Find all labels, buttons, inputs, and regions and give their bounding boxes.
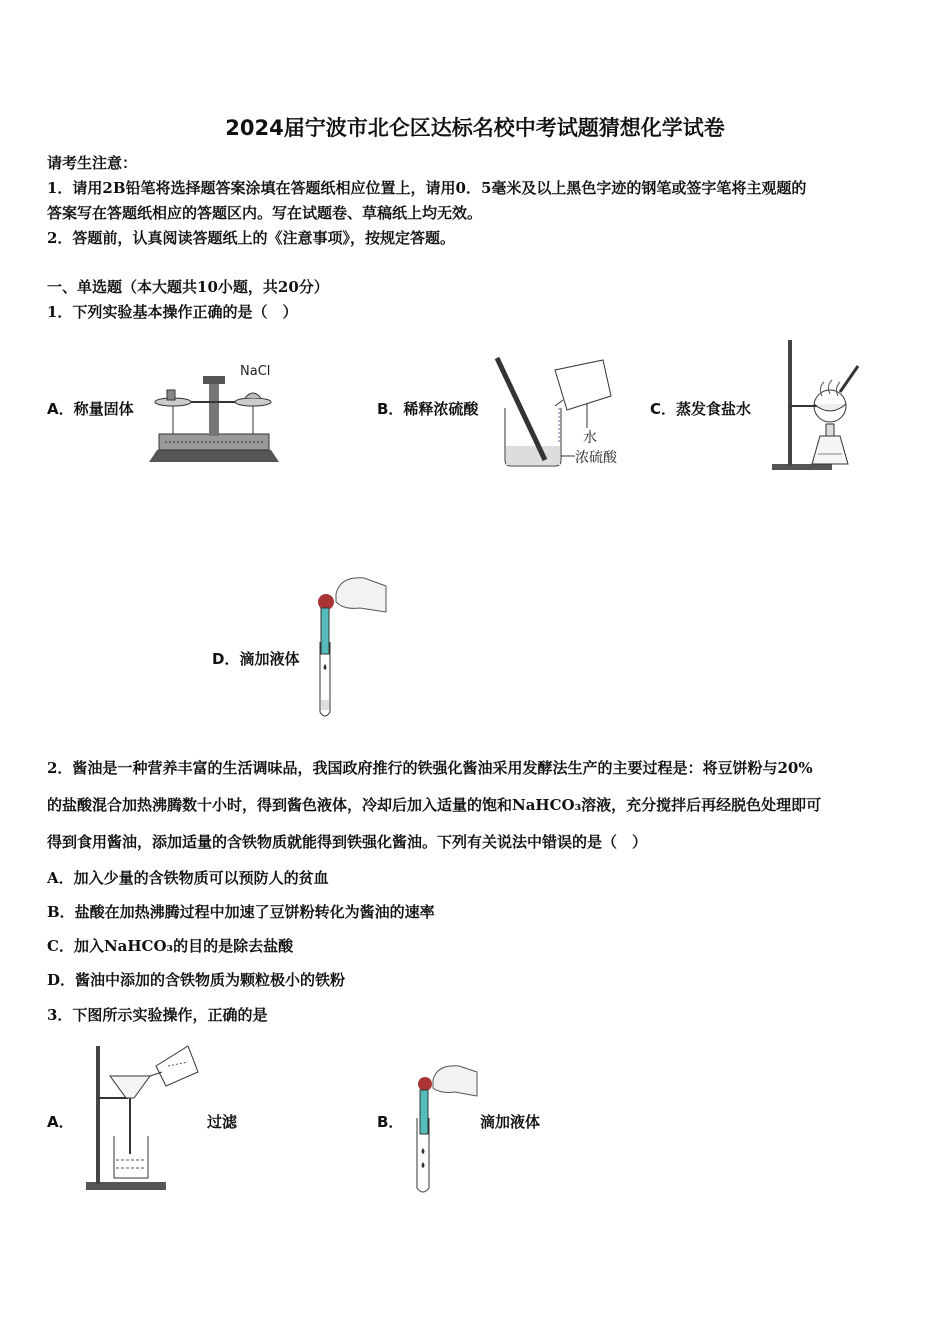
filtration-figure bbox=[84, 1042, 204, 1192]
evaporation-figure bbox=[770, 336, 870, 472]
balance-figure bbox=[145, 358, 285, 468]
water-label: 水 bbox=[583, 430, 597, 446]
nacl-label: NaCl bbox=[240, 364, 271, 379]
q1-stem: 1．下列实验基本操作正确的是（ ） bbox=[47, 303, 298, 321]
q1-option-c: C．蒸发食盐水 bbox=[650, 400, 752, 418]
q3-option-b-text: 滴加液体 bbox=[480, 1113, 541, 1131]
notice-line-3: 2．答题前，认真阅读答题纸上的《注意事项》，按规定答题。 bbox=[47, 229, 455, 247]
acid-label: 浓硫酸 bbox=[575, 450, 617, 466]
q1-option-a: A．称量固体 bbox=[47, 400, 134, 418]
q3-option-a-text: 过滤 bbox=[207, 1113, 238, 1131]
dilution-figure bbox=[493, 356, 633, 470]
q2-option-c: C．加入NaHCO₃的目的是除去盐酸 bbox=[47, 937, 294, 955]
q3-stem: 3．下图所示实验操作，正确的是 bbox=[47, 1006, 268, 1024]
dropper-figure-q3 bbox=[405, 1062, 485, 1198]
q2-option-b: B．盐酸在加热沸腾过程中加速了豆饼粉转化为酱油的速率 bbox=[47, 903, 435, 921]
notice-line-2: 答案写在答题纸相应的答题区内。写在试题卷、草稿纸上均无效。 bbox=[47, 204, 483, 222]
section-heading: 一、单选题（本大题共10小题，共20分） bbox=[47, 278, 329, 296]
q2-stem-line-3: 得到食用酱油，添加适量的含铁物质就能得到铁强化酱油。下列有关说法中错误的是（ ） bbox=[47, 833, 648, 851]
q1-option-b: B．稀释浓硫酸 bbox=[377, 400, 479, 418]
q2-option-d: D．酱油中添加的含铁物质为颗粒极小的铁粉 bbox=[47, 971, 346, 989]
dropper-figure-q1 bbox=[300, 572, 390, 722]
q2-stem-line-1: 2．酱油是一种营养丰富的生活调味品，我国政府推行的铁强化酱油采用发酵法生产的主要过程是：将豆饼粉与20% bbox=[47, 759, 813, 777]
notice-heading: 请考生注意： bbox=[47, 154, 138, 172]
q3-option-b-letter: B． bbox=[377, 1113, 404, 1131]
q3-option-a-letter: A． bbox=[47, 1113, 74, 1131]
notice-line-1: 1．请用2B铅笔将选择题答案涂填在答题纸相应位置上，请用0．5毫米及以上黑色字迹的钢笔或签字笔将主观题的 bbox=[47, 179, 807, 197]
q1-option-d: D．滴加液体 bbox=[212, 650, 300, 668]
page-title: 2024届宁波市北仑区达标名校中考试题猜想化学试卷 bbox=[225, 116, 725, 140]
q2-option-a: A．加入少量的含铁物质可以预防人的贫血 bbox=[47, 869, 329, 887]
q2-stem-line-2: 的盐酸混合加热沸腾数十小时，得到酱色液体，冷却后加入适量的饱和NaHCO₃溶液，充分搅拌后再经脱色处理即可 bbox=[47, 796, 822, 814]
